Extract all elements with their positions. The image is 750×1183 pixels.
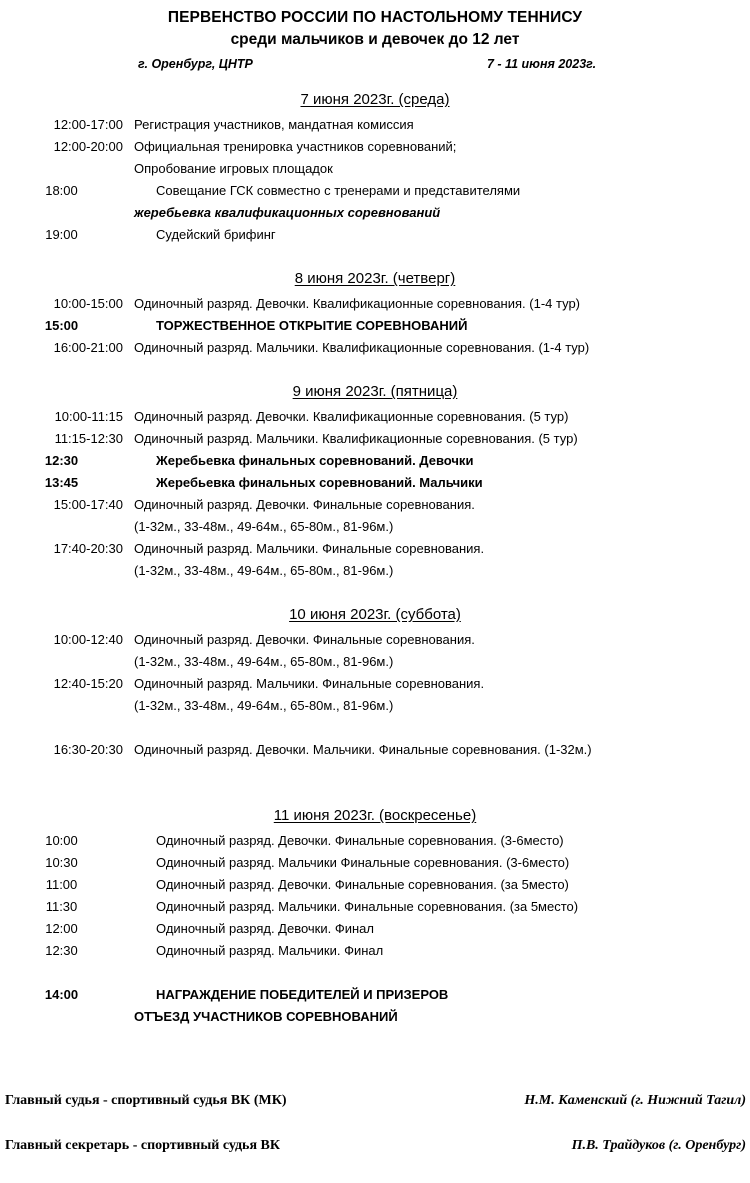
section-spacer [0, 582, 750, 604]
schedule-row-text: (1-32м., 33-48м., 49-64м., 65-80м., 81-96м.) [134, 563, 394, 578]
day-heading-text: 7 июня 2023г. (среда) [300, 91, 450, 108]
schedule-container [0, 79, 750, 1028]
schedule-row-time: 10:00-12:40 [53, 632, 123, 647]
schedule-rows [0, 406, 750, 582]
schedule-row [0, 516, 750, 538]
schedule-row [0, 1006, 750, 1028]
schedule-row-text: (1-32м., 33-48м., 49-64м., 65-80м., 81-96м.) [134, 654, 394, 669]
signature-role: Главный секретарь - спортивный судья ВК [5, 1138, 281, 1153]
schedule-row-text: Одиночный разряд. Девочки. Финальные соревнования. [134, 497, 475, 512]
schedule-row [0, 673, 750, 695]
page-subtitle: среди мальчиков и девочек до 12 лет [230, 31, 520, 48]
schedule-row-text: НАГРАЖДЕНИЕ ПОБЕДИТЕЛЕЙ И ПРИЗЕРОВ [156, 987, 449, 1002]
schedule-row-text: Официальная тренировка участников соревнований; [134, 139, 457, 154]
section-spacer [0, 246, 750, 268]
schedule-row-text: Опробование игровых площадок [134, 161, 333, 176]
section-spacer [0, 359, 750, 381]
day-heading-text: 9 июня 2023г. (пятница) [292, 383, 458, 400]
day-heading [0, 381, 750, 403]
schedule-row-text: жеребьевка квалификационных соревнований [134, 205, 441, 220]
schedule-row [0, 494, 750, 516]
schedule-rows [0, 114, 750, 246]
schedule-row-time: 12:00-17:00 [53, 117, 123, 132]
schedule-row-time: 10:00-11:15 [54, 409, 123, 424]
schedule-row-time: 16:00-21:00 [53, 340, 123, 355]
schedule-row-text: Одиночный разряд. Девочки. Мальчики. Финальные соревнования. (1-32м.) [134, 742, 592, 757]
schedule-row [0, 136, 750, 158]
row-spacer [0, 717, 750, 739]
schedule-row-time: 19:00 [45, 227, 78, 242]
schedule-row [0, 940, 750, 962]
schedule-row [0, 114, 750, 136]
schedule-row-text: (1-32м., 33-48м., 49-64м., 65-80м., 81-96м.) [134, 698, 394, 713]
schedule-row-time: 12:40-15:20 [53, 676, 123, 691]
day-section [0, 604, 750, 761]
schedule-row-time: 12:30 [45, 943, 78, 958]
schedule-row-text: Одиночный разряд. Мальчики. Финал [156, 943, 384, 958]
day-section [0, 805, 750, 1028]
schedule-row-text: Одиночный разряд. Девочки. Квалификационные соревнования. (1-4 тур) [134, 296, 580, 311]
schedule-rows [0, 293, 750, 359]
schedule-row-time: 12:00 [45, 921, 78, 936]
schedule-row-time: 11:30 [45, 899, 78, 914]
schedule-row-text: ТОРЖЕСТВЕННОЕ ОТКРЫТИЕ СОРЕВНОВАНИЙ [156, 318, 468, 333]
schedule-row-time: 14:00 [44, 987, 79, 1002]
schedule-row [0, 918, 750, 940]
signature-name: Н.М. Каменский (г. Нижний Тагил) [524, 1093, 746, 1108]
schedule-row-text: Одиночный разряд. Мальчики. Квалификационные соревнования. (1-4 тур) [134, 340, 590, 355]
schedule-row-time: 12:00-20:00 [53, 139, 123, 154]
page-title: ПЕРВЕНСТВО РОССИИ ПО НАСТОЛЬНОМУ ТЕННИСУ [167, 9, 583, 26]
schedule-row-time: 11:00 [45, 877, 78, 892]
day-section [0, 268, 750, 359]
schedule-row-time: 12:30 [44, 453, 79, 468]
schedule-row [0, 874, 750, 896]
day-heading-text: 8 июня 2023г. (четверг) [294, 270, 456, 287]
signature-role: Главный судья - спортивный судья ВК (МК) [5, 1093, 287, 1108]
schedule-row-text: Одиночный разряд. Девочки. Финальные соревнования. (за 5место) [156, 877, 569, 892]
signature-block [0, 1093, 750, 1183]
schedule-row-text: (1-32м., 33-48м., 49-64м., 65-80м., 81-96м.) [134, 519, 394, 534]
schedule-row-text: Судейский брифинг [156, 227, 276, 242]
schedule-row-time: 15:00-17:40 [53, 497, 123, 512]
schedule-row-time: 10:00 [45, 833, 78, 848]
schedule-row-text: Жеребьевка финальных соревнований. Мальчики [156, 475, 483, 490]
dates-label: 7 - 11 июня 2023г. [487, 57, 597, 71]
schedule-row-text: Одиночный разряд. Девочки. Финальные соревнования. [134, 632, 475, 647]
schedule-row [0, 896, 750, 918]
schedule-row [0, 428, 750, 450]
day-heading [0, 805, 750, 827]
schedule-rows [0, 629, 750, 761]
schedule-row [0, 224, 750, 246]
document-header [0, 0, 750, 79]
signature-row [0, 1138, 750, 1183]
day-section [0, 381, 750, 582]
header-meta-row [0, 57, 750, 79]
schedule-row-time: 17:40-20:30 [53, 541, 123, 556]
schedule-row [0, 180, 750, 202]
schedule-row-text: Одиночный разряд. Девочки. Квалификационные соревнования. (5 тур) [134, 409, 569, 424]
schedule-row-text: Регистрация участников, мандатная комиссия [134, 117, 414, 132]
schedule-row [0, 830, 750, 852]
schedule-row-time: 13:45 [44, 475, 79, 490]
schedule-row [0, 739, 750, 761]
section-spacer [0, 79, 750, 89]
venue-label: г. Оренбург, ЦНТР [138, 57, 253, 71]
day-section [0, 89, 750, 246]
signature-row [0, 1093, 750, 1138]
schedule-row [0, 315, 750, 337]
day-heading-text: 11 июня 2023г. (воскресенье) [273, 807, 477, 824]
schedule-row-text: ОТЪЕЗД УЧАСТНИКОВ СОРЕВНОВАНИЙ [134, 1009, 398, 1024]
schedule-row [0, 852, 750, 874]
schedule-row [0, 695, 750, 717]
schedule-row [0, 651, 750, 673]
schedule-row-text: Одиночный разряд. Мальчики. Финальные соревнования. [134, 676, 485, 691]
schedule-row-text: Одиночный разряд. Мальчики. Финальные соревнования. (за 5место) [156, 899, 579, 914]
day-heading [0, 268, 750, 290]
day-heading [0, 604, 750, 626]
schedule-row [0, 202, 750, 224]
schedule-row [0, 629, 750, 651]
schedule-row-text: Одиночный разряд. Мальчики Финальные соревнования. (3-6место) [156, 855, 570, 870]
schedule-row [0, 450, 750, 472]
schedule-row [0, 984, 750, 1006]
schedule-row-time: 11:15-12:30 [54, 431, 123, 446]
day-heading-text: 10 июня 2023г. (суббота) [289, 606, 461, 623]
schedule-row [0, 472, 750, 494]
schedule-row-text: Жеребьевка финальных соревнований. Девочки [156, 453, 474, 468]
schedule-row-time: 18:00 [45, 183, 78, 198]
schedule-row-time: 15:00 [44, 318, 79, 333]
day-heading [0, 89, 750, 111]
schedule-row [0, 406, 750, 428]
schedule-row-text: Одиночный разряд. Мальчики. Квалификационные соревнования. (5 тур) [134, 431, 578, 446]
schedule-row-text: Одиночный разряд. Девочки. Финал [156, 921, 374, 936]
schedule-row [0, 337, 750, 359]
schedule-rows [0, 830, 750, 1028]
signature-name: П.В. Трайдуков (г. Оренбург) [571, 1138, 746, 1153]
schedule-row-text: Совещание ГСК совместно с тренерами и представителями [156, 183, 521, 198]
schedule-row [0, 158, 750, 180]
schedule-row-time: 10:00-15:00 [53, 296, 123, 311]
schedule-row [0, 560, 750, 582]
schedule-row-time: 16:30-20:30 [53, 742, 123, 757]
schedule-row-text: Одиночный разряд. Мальчики. Финальные соревнования. [134, 541, 485, 556]
schedule-row-text: Одиночный разряд. Девочки. Финальные соревнования. (3-6место) [156, 833, 564, 848]
schedule-row-time: 10:30 [45, 855, 78, 870]
row-spacer [0, 962, 750, 984]
schedule-row [0, 538, 750, 560]
section-spacer [0, 761, 750, 805]
schedule-row [0, 293, 750, 315]
